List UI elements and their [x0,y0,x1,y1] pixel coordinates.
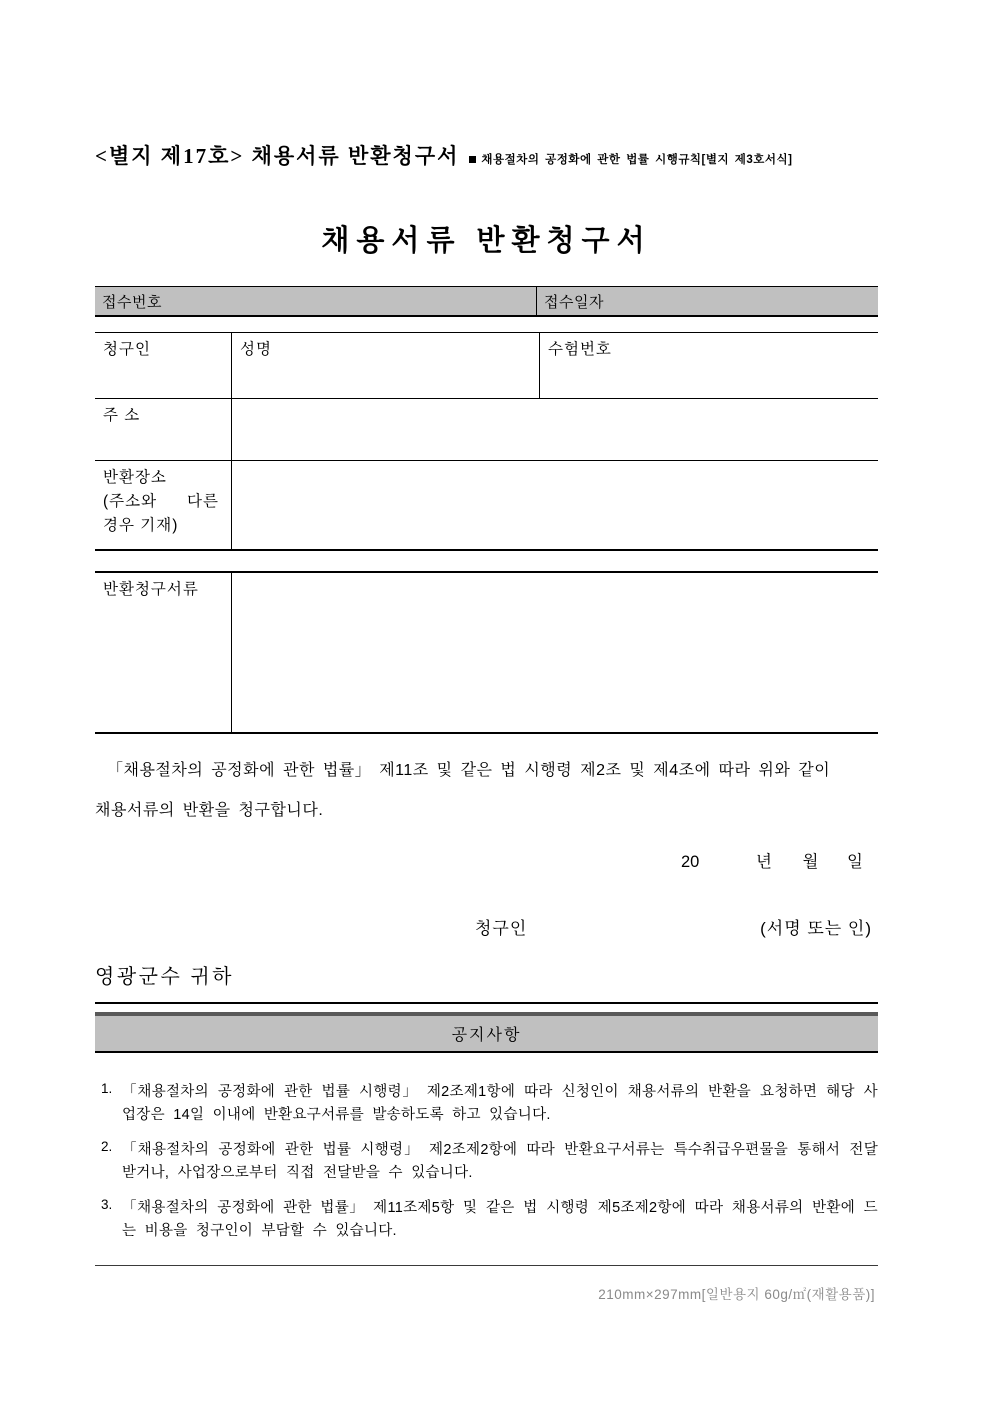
list-item-number: 1. [101,1081,113,1096]
address-label: 주 소 [103,407,141,424]
receipt-date-cell [537,287,878,315]
claimant-label-cell [95,333,232,398]
return-place-label-cell [95,461,232,549]
applicant-table [95,332,878,551]
return-place-value-cell [232,461,878,549]
list-item-number: 2. [101,1138,113,1154]
exam-no-cell [540,333,878,398]
date-day-label: 일 [847,853,863,871]
date-year-label: 년 [755,853,772,871]
declaration-line: 채용서류의 반환을 청구합니다. [95,802,324,819]
notice-header-label: 공지사항 [451,1027,522,1044]
name-label: 성명 [240,341,272,358]
signature-claimant-label: 청구인 [475,919,528,938]
form-number-label: <별지 제17호> 채용서류 반환청구서 [95,144,460,168]
page-title: 채용서류 반환청구서 [321,225,652,257]
table-row [95,399,878,461]
signature-line [95,914,878,939]
table-row [95,461,878,549]
declaration-paragraph [95,751,878,831]
paper-spec-note: 210mm×297mm[일반용지 60g/㎡(재활용품)] [598,1286,875,1302]
name-cell [232,333,540,398]
document-page [95,0,878,1303]
table-row [95,333,878,399]
date-line [95,848,878,872]
return-place-line2-right: 다른 [187,493,219,511]
list-item-text: 「채용절차의 공정화에 관한 법률 시행령」 제2조제2항에 따라 반환요구서류는 특수취급우편물을 통해서 전달받거나, 사업장으로부터 직접 전달받을 수 있습니다. [122,1141,878,1182]
list-item-text: 「채용절차의 공정화에 관한 법률 시행령」 제2조제1항에 따라 신청인이 채용서류의 반환을 요청하면 해당 사업장은 14일 이내에 반환요구서류를 발송하도록 하고 있습니다. [122,1084,878,1124]
receipt-no-label: 접수번호 [102,294,162,311]
regulation-note [469,151,792,170]
return-place-line3: 경우 기재) [103,517,179,535]
addressee: 영광군수 귀하 [95,966,234,988]
return-place-line2 [103,490,223,514]
list-item [95,1197,878,1244]
list-item [95,1081,878,1128]
regulation-note-text: 채용절차의 공정화에 관한 법률 시행규칙[별지 제3호서식] [481,154,793,166]
return-place-line2-left: (주소와 [103,493,158,511]
notice-list [95,1081,878,1244]
documents-table [95,571,878,734]
list-item-text: 「채용절차의 공정화에 관한 법률」 제11조제5항 및 같은 법 시행령 제5조제2항에 따라 채용서류의 반환에 드는 비용을 청구인이 부담할 수 있습니다. [122,1199,878,1240]
list-item [95,1139,878,1186]
notice-header-bar [95,1012,878,1053]
receipt-no-cell [95,287,537,315]
documents-label-cell [95,573,232,732]
return-place-line1: 반환장소 [103,469,167,486]
exam-no-label: 수험번호 [548,341,612,358]
address-value-cell [232,399,878,460]
square-bullet-icon [469,156,476,163]
documents-label: 반환청구서류 [103,581,199,598]
address-label-cell [95,399,232,460]
footer-rule [95,1265,878,1266]
receipt-date-label: 접수일자 [544,294,604,311]
signature-seal-note: (서명 또는 인) [760,919,872,938]
receipt-table [95,286,878,317]
date-year-prefix: 20 [681,853,700,871]
declaration-line: 「채용절차의 공정화에 관한 법률」 제11조 및 같은 법 시행령 제2조 및 제4조에 따라 위와 같이 [107,762,831,779]
list-item-number: 3. [101,1196,113,1212]
divider-rule [95,1002,878,1004]
documents-value-cell [232,573,878,732]
claimant-label: 청구인 [103,341,151,358]
form-header [95,140,878,170]
date-month-label: 월 [802,853,819,871]
return-place-label [95,461,231,543]
